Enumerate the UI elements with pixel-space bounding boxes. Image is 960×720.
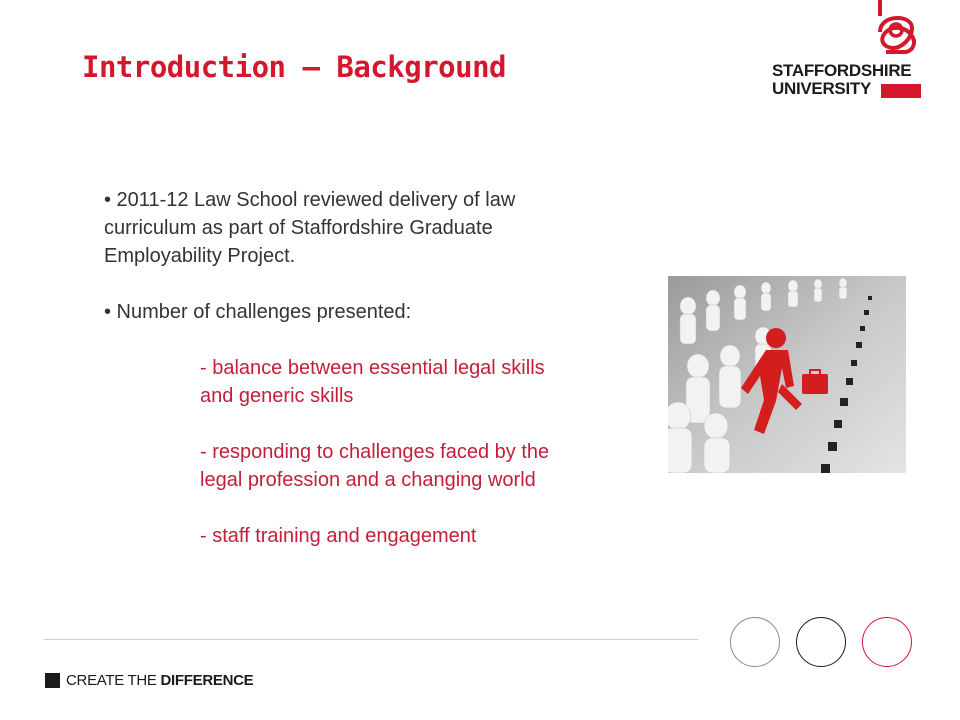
decorative-circle-red — [862, 617, 912, 667]
footer-divider — [44, 639, 698, 640]
staffordshire-knot-icon — [872, 0, 922, 63]
slide-title: Introduction – Background — [82, 50, 506, 84]
square-icon — [45, 673, 60, 688]
sub-item: - responding to challenges faced by the legal profession and a changing world — [200, 441, 550, 491]
slide-body — [104, 186, 574, 550]
logo-line-2: UNIVERSITY — [772, 79, 872, 98]
bullet-item: • Number of challenges presented: — [104, 301, 412, 323]
decorative-circle-black — [796, 617, 846, 667]
sub-item: - staff training and engagement — [200, 525, 477, 547]
sub-item: - balance between essential legal skills and generic skills — [200, 357, 545, 407]
logo-red-bar — [881, 84, 921, 98]
bullet-item: • 2011-12 Law School reviewed delivery of law curriculum as part of Staffordshire Graduate Employability Project. — [104, 189, 516, 267]
logo-line-1: STAFFORDSHIRE — [772, 61, 912, 80]
red-businessman-walking-illustration — [668, 276, 906, 473]
decorative-circle-grey — [730, 617, 780, 667]
footer-text-b: DIFFERENCE — [160, 672, 254, 689]
footer-slogan — [45, 672, 253, 689]
footer-text — [66, 672, 253, 689]
footer-text-a: CREATE THE — [66, 672, 161, 689]
